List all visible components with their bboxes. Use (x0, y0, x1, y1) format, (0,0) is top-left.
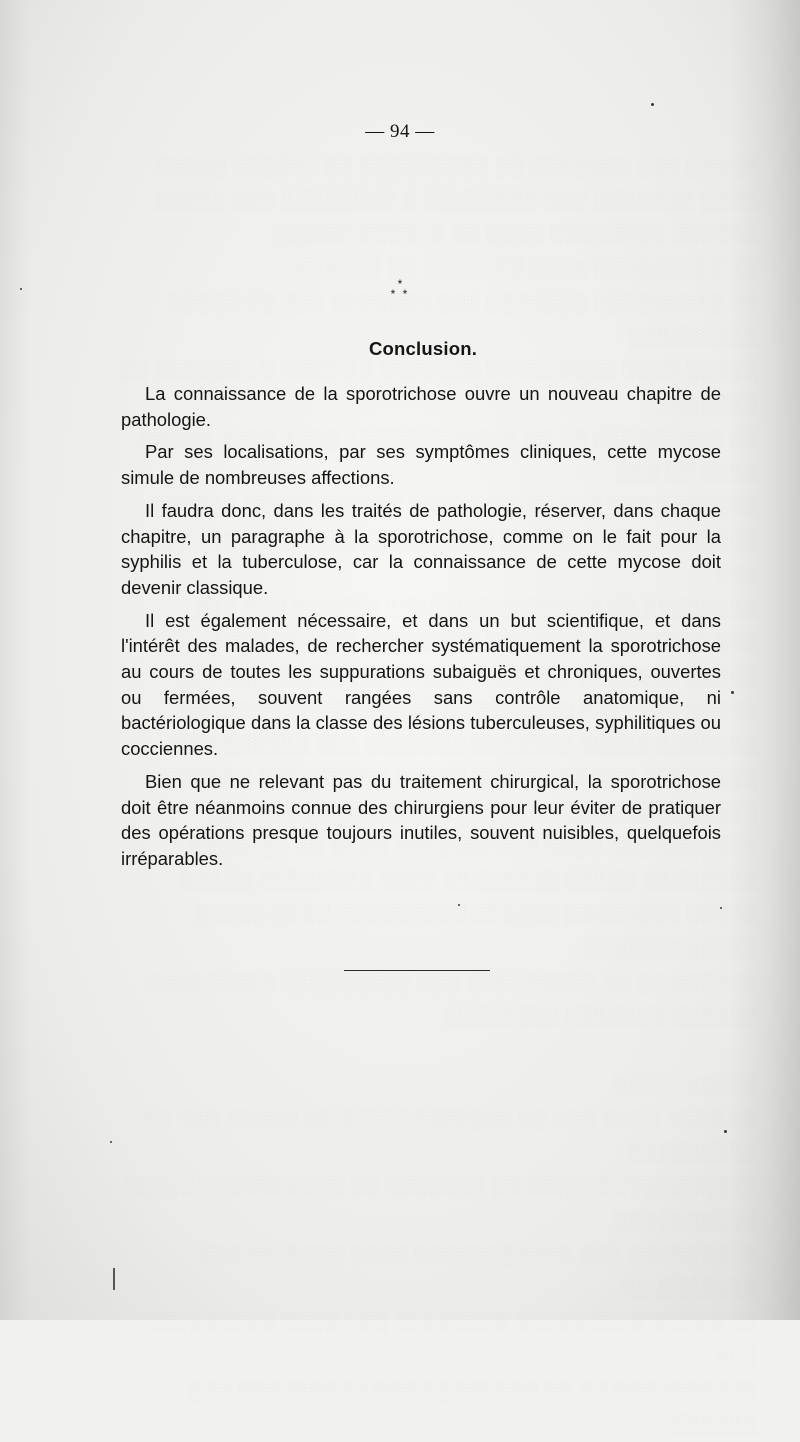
section-heading: Conclusion. (368, 338, 478, 359)
conclusion-body (121, 381, 721, 879)
paper-mark (113, 1268, 115, 1290)
paper-speck (651, 103, 654, 106)
paper-speck (724, 1130, 727, 1133)
paragraph: Il est également nécessaire, et dans un but scientifique, et dans l'intérêt des malades, de rechercher systématiquement la sporotrichose au cours de toutes les suppurations subaiguës et chroniques, ouvertes ou fermées, souvent rangées sans contrôle anatomique, ni bactériologique dans la classe des lésions tuberculeuses, syphilitiques ou cocciennes. (121, 609, 721, 760)
paragraph: Bien que ne relevant pas du traitement chirurgical, la sporotrichose doit être néanmoins connue des chirurgiens pour leur éviter de pratiquer des opérations presque toujours inutiles, souvent nuisibles, quelquefois irréparables. (121, 770, 721, 869)
page-number: — 94 — (365, 121, 435, 142)
paper-speck (110, 1141, 112, 1143)
page-shadow-left (0, 0, 30, 1320)
paper-speck (731, 691, 734, 694)
paper-speck (458, 904, 460, 906)
paragraph: Par ses localisations, par ses symptômes cliniques, cette mycose simule de nombreuses affections. (121, 441, 721, 489)
ornament-star-bottom: * * (390, 287, 410, 301)
page-shadow-right (730, 0, 800, 1320)
section-ornament (0, 279, 800, 299)
paragraph: Il faudra donc, dans les traités de pathologie, réserver, dans chaque chapitre, un paragraphe à la sporotrichose, comme on le fait pour la syphilis et la tuberculose, car la connaissance de cette mycose doit devenir classique. (121, 499, 721, 598)
paragraph: La connaissance de la sporotrichose ouvre un nouveau chapitre de pathologie. (121, 383, 721, 430)
paper-speck (20, 288, 22, 290)
closing-rule (344, 970, 490, 971)
paper-speck (720, 907, 722, 909)
ornament-star-top: * (397, 277, 403, 291)
